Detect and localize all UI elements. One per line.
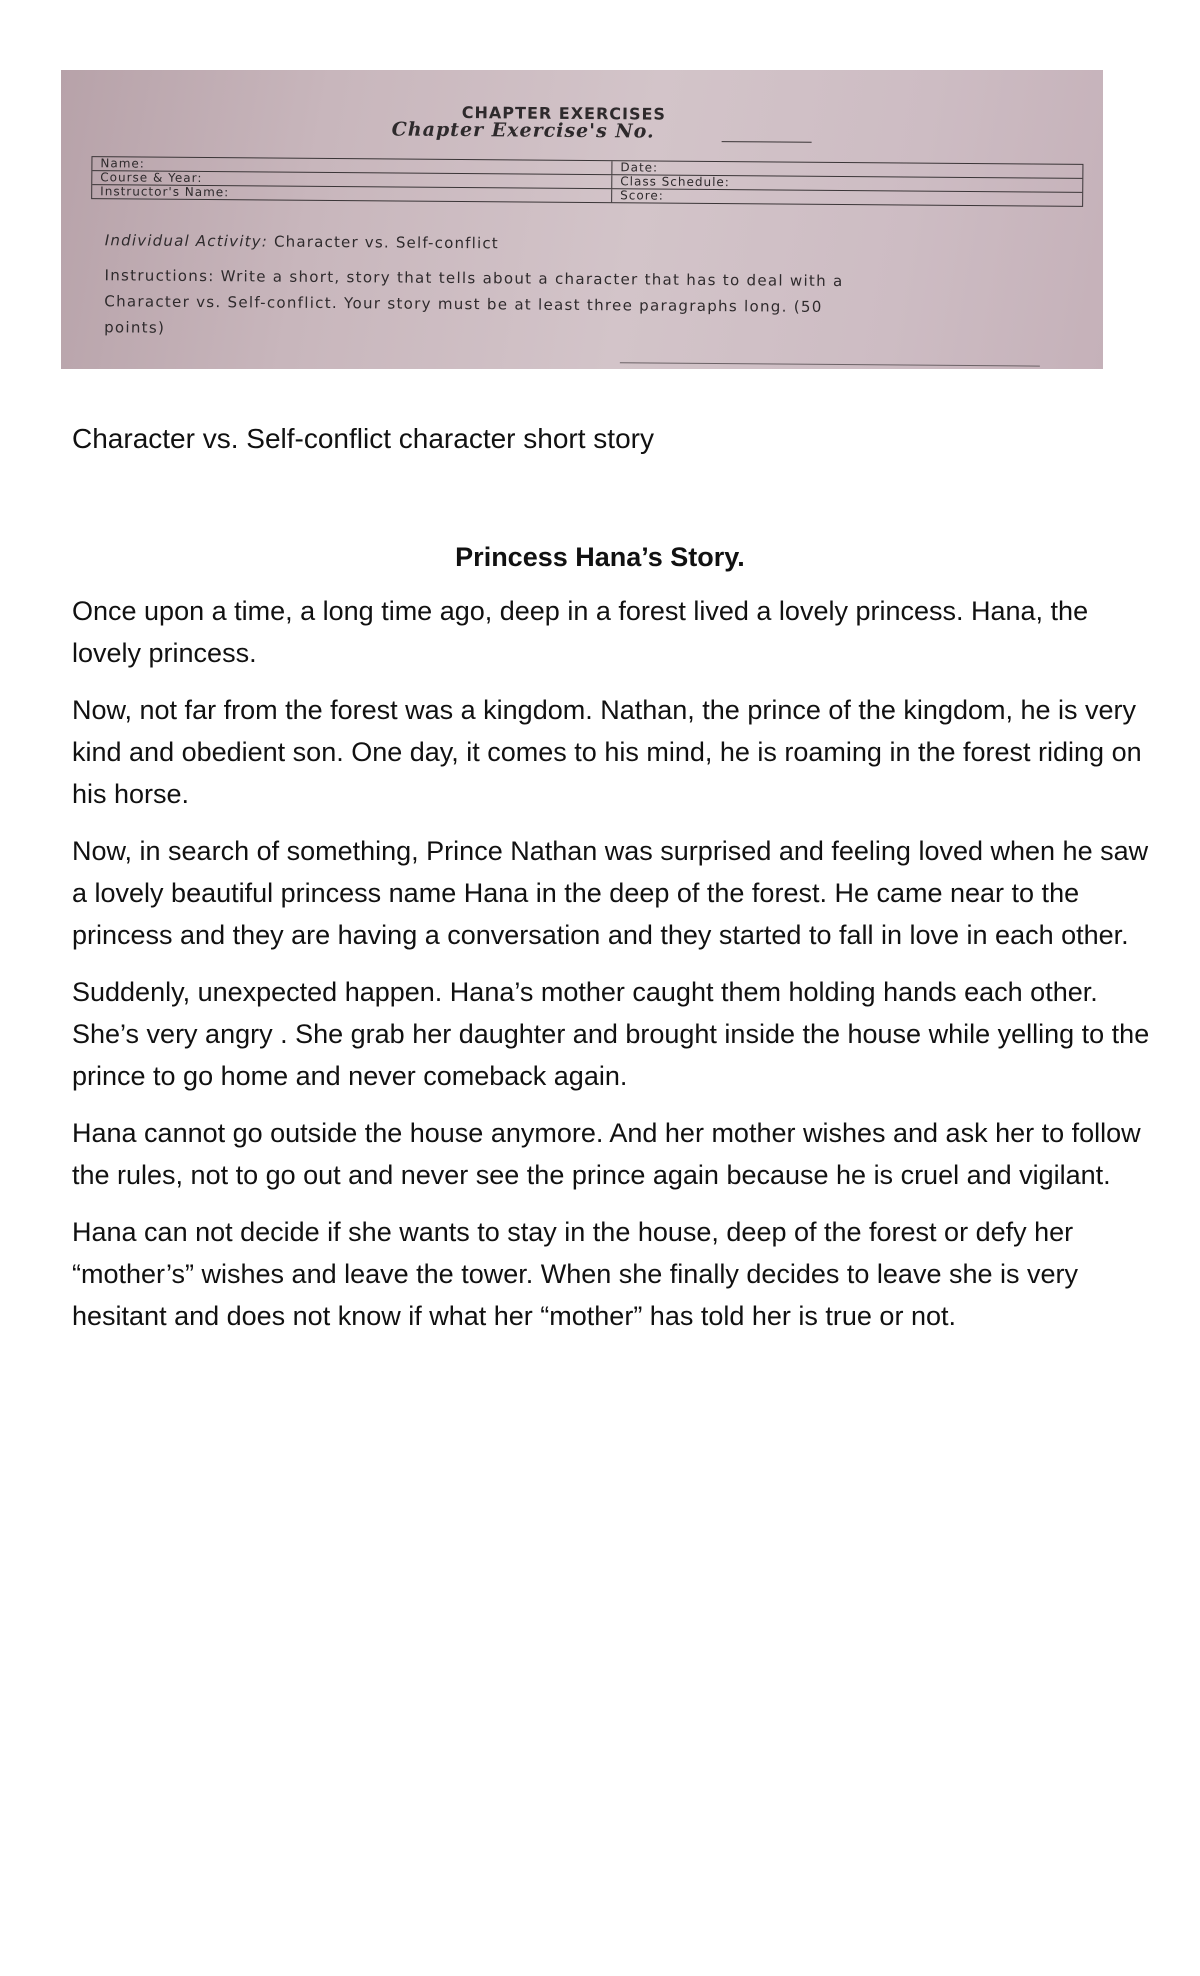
score-field: Score: xyxy=(620,188,664,203)
instructions-line: points) xyxy=(104,318,166,337)
exercise-number-blank xyxy=(722,141,812,143)
course-year-field: Course & Year: xyxy=(92,171,612,188)
story-paragraph: Suddenly, unexpected happen. Hana’s mother caught them holding hands each other. She’s very angry . She grab her daughter and brought inside the house while yelling to the prince to go home and never comeback again. xyxy=(72,977,1150,1091)
worksheet-title: CHAPTER EXERCISES xyxy=(461,103,667,124)
instructor-field: Instructor's Name: xyxy=(92,185,612,202)
class-schedule-field: Class Schedule: xyxy=(620,174,730,190)
story-body xyxy=(72,590,1152,1352)
date-field: Date: xyxy=(620,160,659,175)
worksheet-content xyxy=(61,70,1103,369)
story-paragraph: Once upon a time, a long time ago, deep in a forest lived a lovely princess. Hana, the lovely princess. xyxy=(72,596,1089,668)
worksheet-subtitle: Chapter Exercise's No. xyxy=(391,118,655,143)
instructions-line: Instructions: Write a short, story that tells about a character that has to deal with a xyxy=(104,266,844,291)
document-heading: Character vs. Self-conflict character short story xyxy=(72,423,654,454)
divider xyxy=(620,362,1040,366)
story-paragraph: Hana can not decide if she wants to stay in the house, deep of the forest or defy her “mother’s” wishes and leave the tower. When she finally decides to leave she is very hesitant and does not know if what her “mother” has told her is true or not. xyxy=(72,1217,1079,1331)
name-field: Name: xyxy=(92,157,612,174)
instructions xyxy=(104,262,1065,348)
student-info-table xyxy=(91,156,1083,207)
worksheet-photo xyxy=(61,70,1103,369)
story-paragraph: Hana cannot go outside the house anymore. And her mother wishes and ask her to follow the rules, not to go out and never see the prince again because he is cruel and vigilant. xyxy=(72,1118,1141,1190)
story-paragraph: Now, not far from the forest was a kingdom. Nathan, the prince of the kingdom, he is very kind and obedient son. One day, it comes to his mind, he is roaming in the forest riding on his horse. xyxy=(72,695,1142,809)
story-paragraph: Now, in search of something, Prince Nathan was surprised and feeling loved when he saw a lovely beautiful princess name Hana in the deep of the forest. He came near to the princess and they are having a conversation and they started to fall in love in each other. xyxy=(72,836,1149,950)
activity-line xyxy=(105,231,499,252)
activity-value: Character vs. Self-conflict xyxy=(273,232,500,253)
instructions-line: Character vs. Self-conflict. Your story must be at least three paragraphs long. (50 xyxy=(104,292,823,316)
story-title: Princess Hana’s Story. xyxy=(455,542,745,572)
activity-label: Individual Activity: xyxy=(104,231,269,251)
